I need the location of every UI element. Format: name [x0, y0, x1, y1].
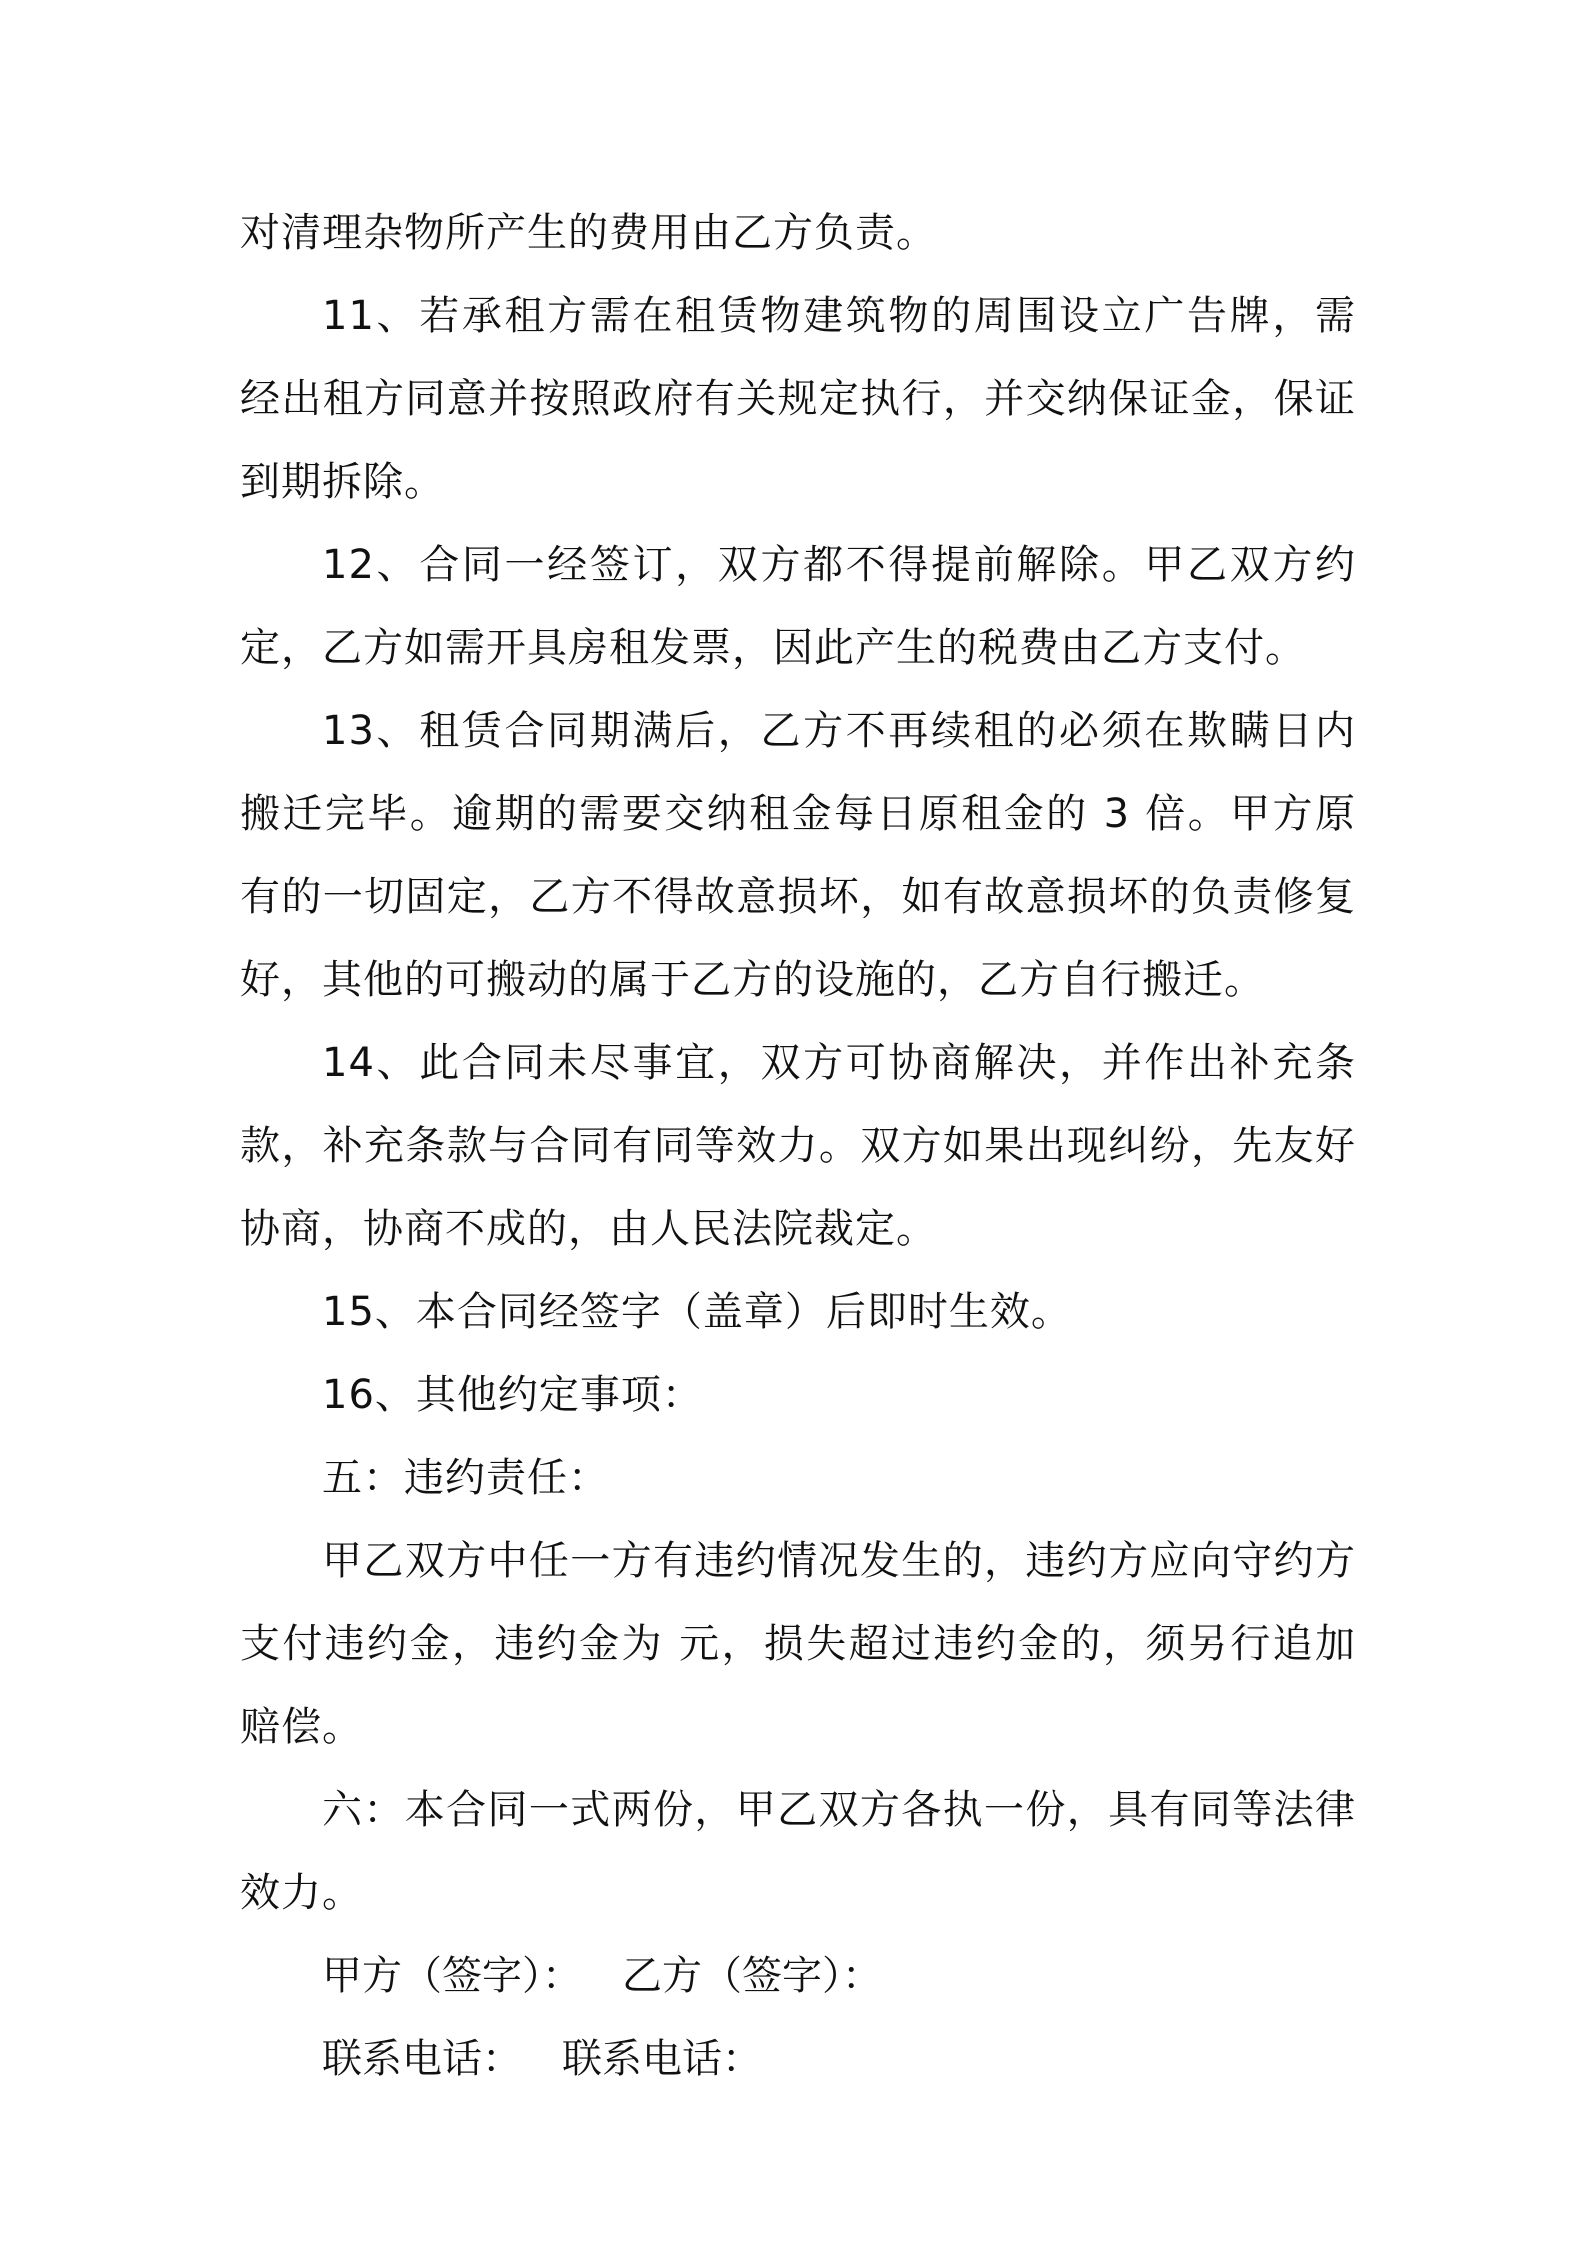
- contract-page: [240, 192, 1356, 2101]
- clause-16: 16、其他约定事项：: [322, 1372, 703, 1418]
- clause-13: 13、租赁合同期满后，乙方不再续租的必须在欺瞒日内搬迁完毕。逾期的需要交纳租金每日原租金的 3 倍。甲方原有的一切固定，乙方不得故意损坏，如有故意损坏的负责修复好，其他的可搬动的属于乙方的设施的，乙方自行搬迁。: [240, 708, 1356, 1003]
- phone-row: [240, 2018, 1356, 2101]
- paragraph-cleanup-cost: 对清理杂物所产生的费用由乙方负责。: [240, 210, 937, 256]
- clause-14: 14、此合同未尽事宜，双方可协商解决，并作出补充条款，补充条款与合同有同等效力。双方如果出现纠纷，先友好协商，协商不成的，由人民法院裁定。: [240, 1040, 1356, 1252]
- clause-11: 11、若承租方需在租赁物建筑物的周围设立广告牌，需经出租方同意并按照政府有关规定执行，并交纳保证金，保证到期拆除。: [240, 293, 1356, 505]
- party-a-signature-label: 甲方（签字）：: [322, 1953, 582, 1999]
- breach-liability-text: 甲乙双方中任一方有违约情况发生的，违约方应向守约方支付违约金，违约金为 元，损失超过违约金的，须另行追加赔偿。: [240, 1538, 1356, 1750]
- party-b-signature-label: 乙方（签字）：: [622, 1953, 882, 1999]
- signature-row: [240, 1935, 1356, 2018]
- clause-12: 12、合同一经签订，双方都不得提前解除。甲乙双方约定，乙方如需开具房租发票，因此产生的税费由乙方支付。: [240, 542, 1356, 671]
- party-a-phone-label: 联系电话：: [322, 2036, 522, 2082]
- section-6-copies: 六：本合同一式两份，甲乙双方各执一份，具有同等法律效力。: [240, 1787, 1356, 1916]
- section-5-heading: 五：违约责任：: [322, 1455, 609, 1501]
- party-b-phone-label: 联系电话：: [562, 2036, 762, 2082]
- clause-15: 15、本合同经签字（盖章）后即时生效。: [322, 1289, 1072, 1335]
